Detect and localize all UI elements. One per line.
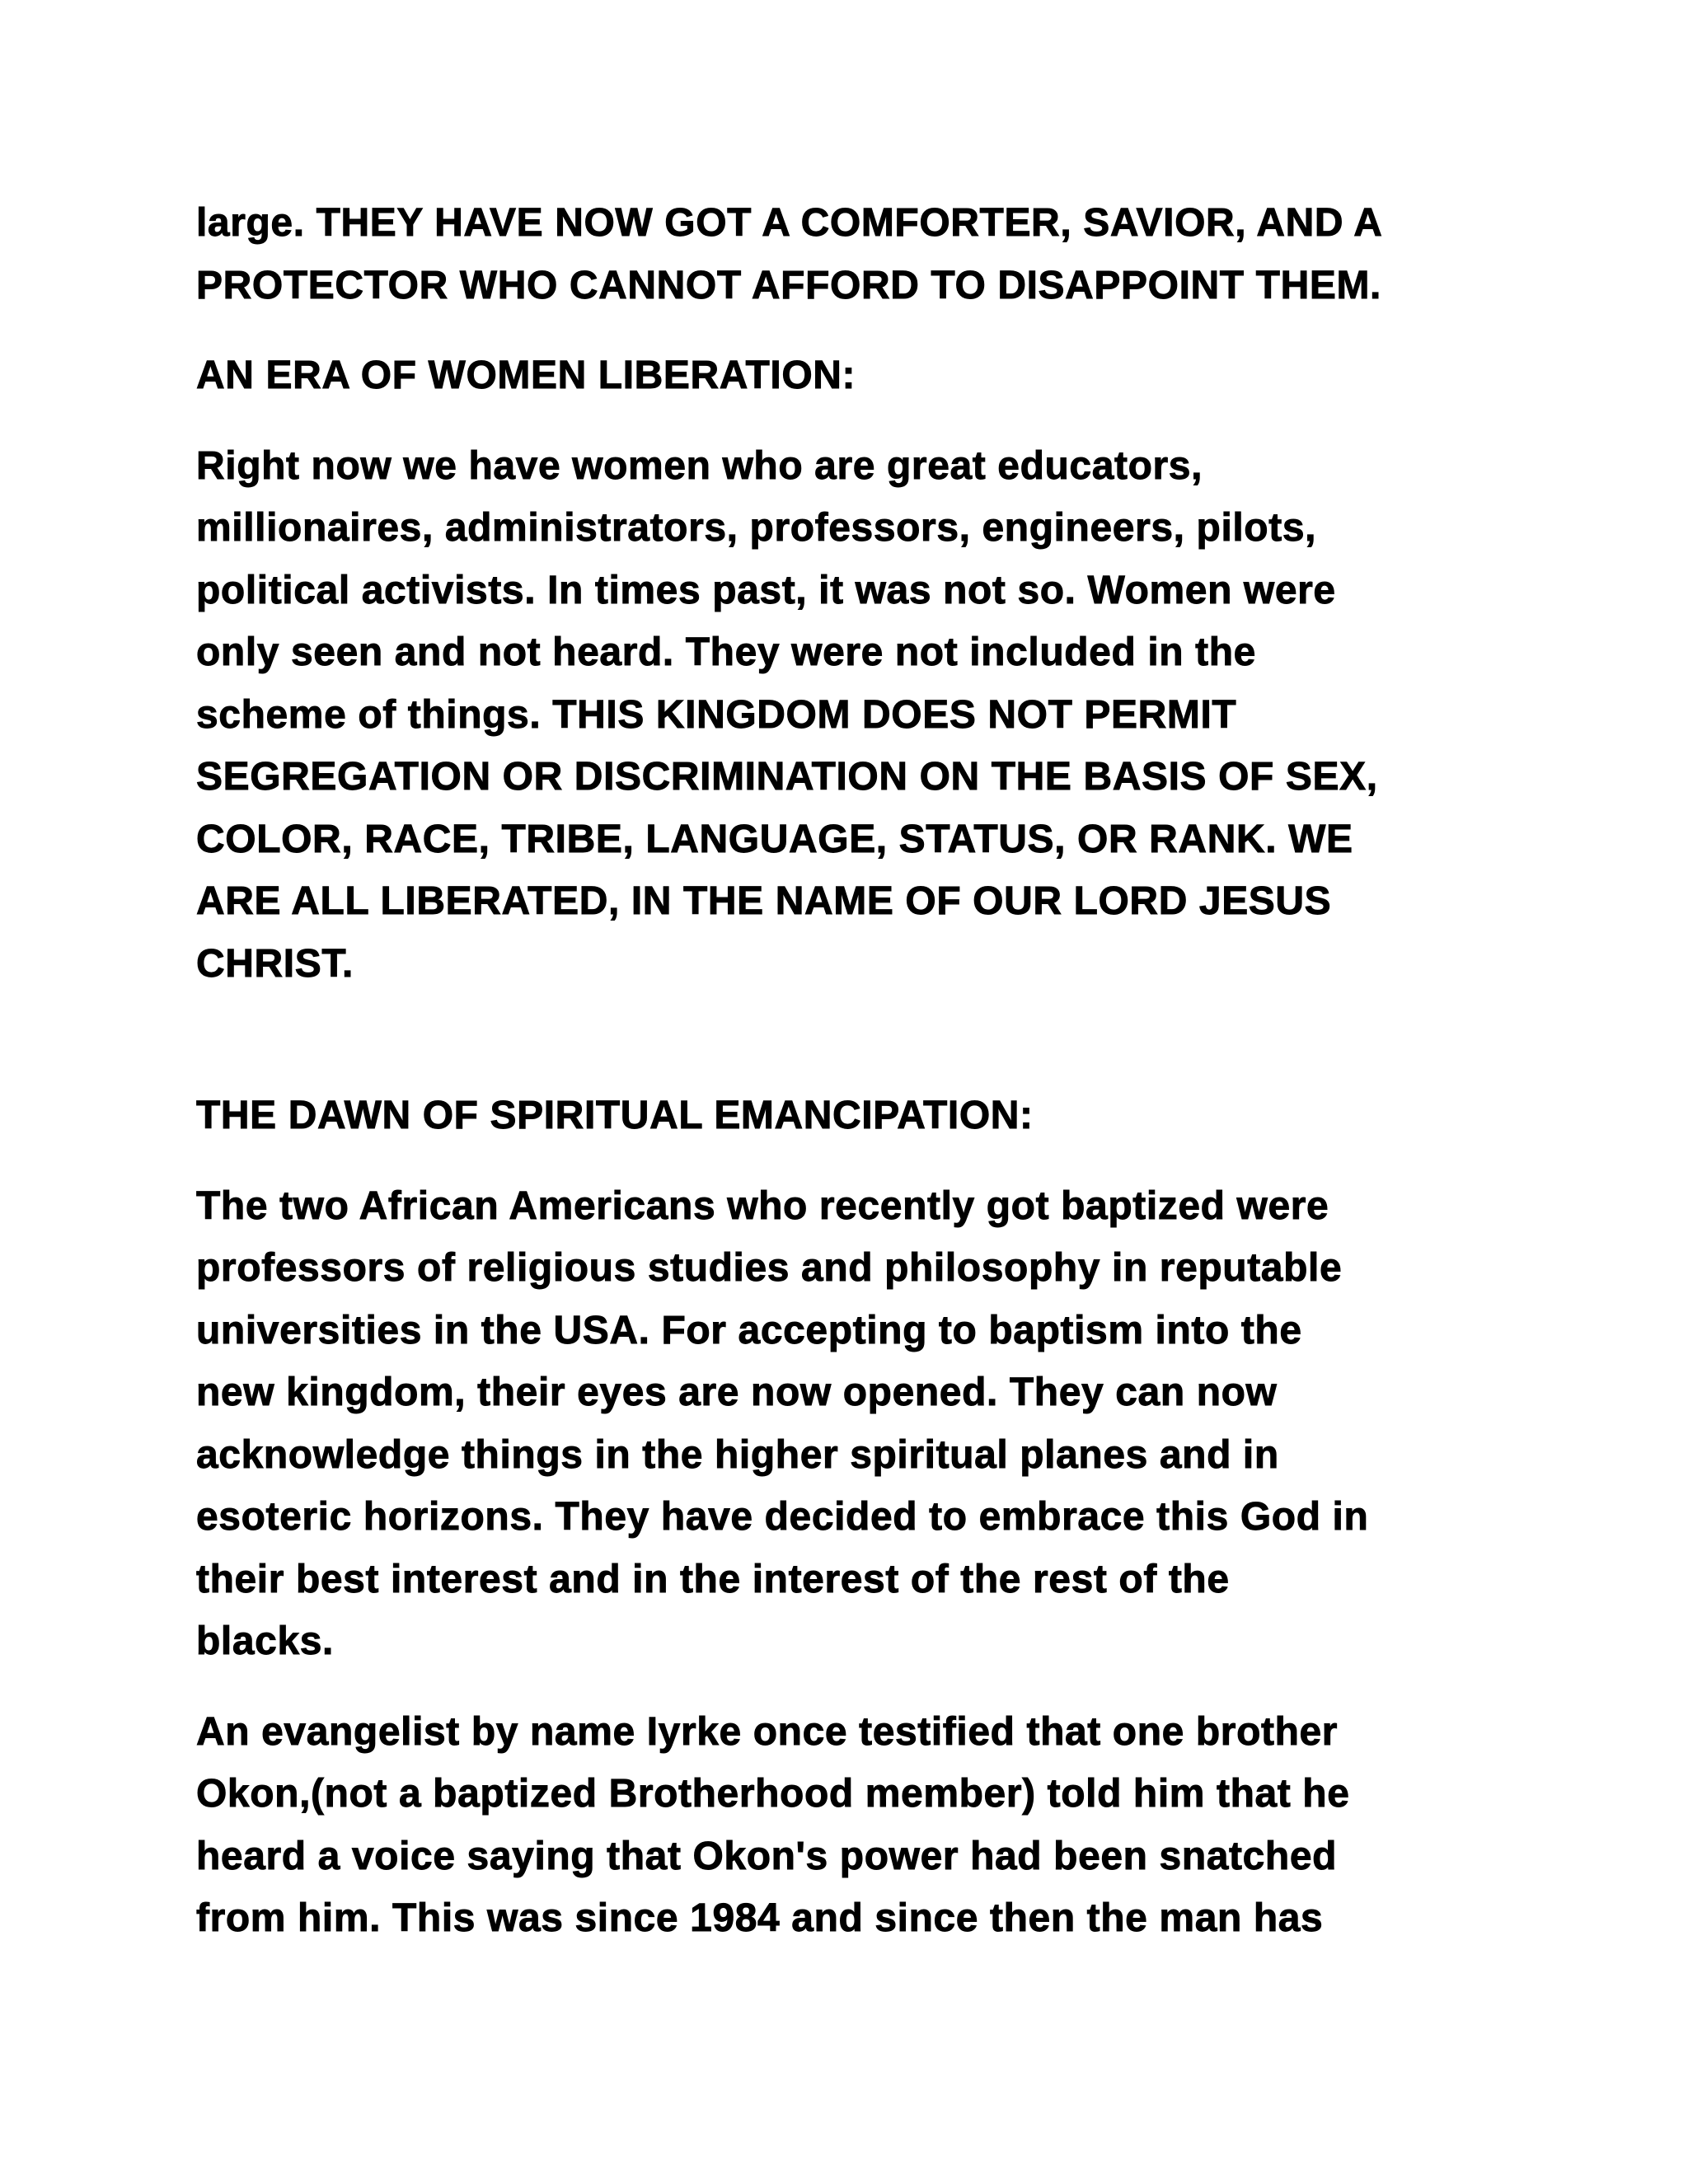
- text-line: their best interest and in the interest of the rest of the: [196, 1557, 1230, 1601]
- text-line: heard a voice saying that Okon's power had been snatched: [196, 1834, 1338, 1878]
- text-line: CHRIST.: [196, 941, 354, 986]
- text-line: SEGREGATION OR DISCRIMINATION ON THE BASIS OF SEX,: [196, 755, 1378, 799]
- text-line: ARE ALL LIBERATED, IN THE NAME OF OUR LORD JESUS: [196, 879, 1332, 923]
- evangelist-paragraph: [196, 1701, 1515, 1950]
- text-line: professors of religious studies and philosophy in reputable: [196, 1246, 1343, 1290]
- text-line: Right now we have women who are great educators,: [196, 443, 1203, 488]
- text-line: only seen and not heard. They were not included in the: [196, 630, 1256, 674]
- text-line: The two African Americans who recently got baptized were: [196, 1183, 1329, 1228]
- intro-paragraph: [196, 192, 1515, 316]
- text-line: blacks.: [196, 1619, 334, 1663]
- section-heading-women-liberation: AN ERA OF WOMEN LIBERATION:: [196, 354, 856, 397]
- text-line: esoteric horizons. They have decided to embrace this God in: [196, 1495, 1369, 1539]
- spiritual-emancipation-paragraph: [196, 1175, 1515, 1673]
- text-line: PROTECTOR WHO CANNOT AFFORD TO DISAPPOINT THEM.: [196, 263, 1381, 307]
- text-line: large. THEY HAVE NOW GOT A COMFORTER, SAVIOR, AND A: [196, 201, 1383, 245]
- text-line: Okon,(not a baptized Brotherhood member) told him that he: [196, 1772, 1350, 1816]
- text-line: millionaires, administrators, professors, engineers, pilots,: [196, 506, 1317, 550]
- women-liberation-paragraph: [196, 435, 1515, 996]
- section-heading-spiritual-emancipation: THE DAWN OF SPIRITUAL EMANCIPATION:: [196, 1094, 1034, 1137]
- text-line: An evangelist by name Iyrke once testified that one brother: [196, 1709, 1339, 1754]
- page-content: [196, 192, 1515, 1950]
- text-line: new kingdom, their eyes are now opened. They can now: [196, 1371, 1278, 1414]
- text-line: political activists. In times past, it was not so. Women were: [196, 568, 1336, 612]
- text-line: COLOR, RACE, TRIBE, LANGUAGE, STATUS, OR RANK. WE: [196, 817, 1353, 861]
- text-line: from him. This was since 1984 and since then the man has: [196, 1896, 1324, 1940]
- text-line: scheme of things. THIS KINGDOM DOES NOT PERMIT: [196, 692, 1237, 737]
- text-line: acknowledge things in the higher spiritual planes and in: [196, 1432, 1279, 1477]
- text-line: universities in the USA. For accepting to baptism into the: [196, 1308, 1302, 1352]
